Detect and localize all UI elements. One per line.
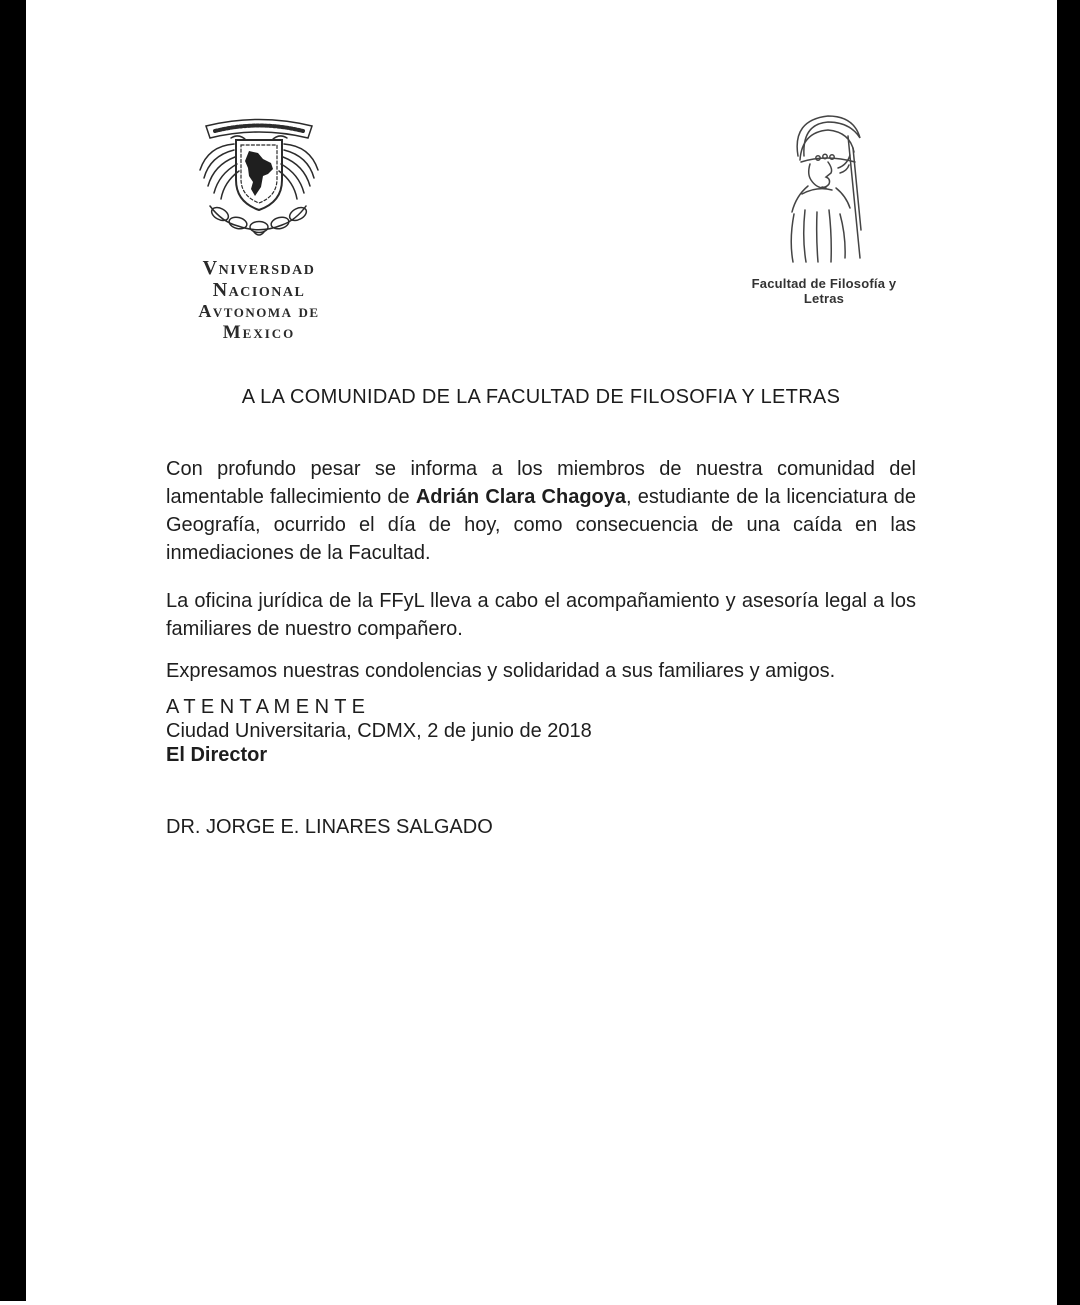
deceased-name: Adrián Clara Chagoya bbox=[415, 486, 627, 508]
paragraph-legal-support: La oficina jurídica de la FFyL lleva a cabo el acompañamiento y asesoría legal a los familiares de nuestro compañero. bbox=[166, 590, 916, 640]
letter-title: A LA COMUNIDAD DE LA FACULTAD DE FILOSOFIA Y LETRAS bbox=[241, 386, 841, 408]
letter-body bbox=[166, 455, 916, 839]
paragraph-announcement-post: , estudiante de la licenciatura de Geografía, ocurrido el día de hoy, como consecuencia de una caída en las inmediaciones de la Facultad. bbox=[166, 486, 917, 564]
signature-name: DR. JORGE E. LINARES SALGADO bbox=[166, 816, 493, 838]
closing-place-date: Ciudad Universitaria, CDMX, 2 de junio de 2018 bbox=[166, 720, 592, 742]
paragraph-announcement bbox=[166, 455, 916, 567]
unam-wordmark-line1: Vniversdad Nacional bbox=[202, 257, 316, 301]
unam-wordmark-line3: Mexico bbox=[222, 322, 296, 343]
paragraph-announcement-pre: Con profundo pesar se informa a los miembros de nuestra comunidad del lamentable fallecimiento de bbox=[166, 458, 916, 508]
right-letterbox-bar bbox=[1057, 0, 1080, 1305]
closing-block bbox=[166, 695, 916, 767]
closing-salutation: A T E N T A M E N T E bbox=[166, 696, 365, 718]
ffyl-caption: Facultad de Filosofía y Letras bbox=[751, 276, 897, 306]
unam-logo-block bbox=[168, 110, 350, 344]
unam-wordmark bbox=[168, 257, 350, 344]
closing-signer-role: El Director bbox=[166, 744, 268, 766]
unam-wordmark-line2: Avtonoma de bbox=[198, 301, 320, 321]
ffyl-logo-block bbox=[748, 110, 900, 306]
left-letterbox-bar bbox=[0, 0, 26, 1301]
athena-line-drawing-icon bbox=[768, 110, 880, 268]
unam-coat-of-arms-icon bbox=[194, 110, 324, 252]
paragraph-condolences: Expresamos nuestras condolencias y solidaridad a sus familiares y amigos. bbox=[166, 660, 836, 682]
